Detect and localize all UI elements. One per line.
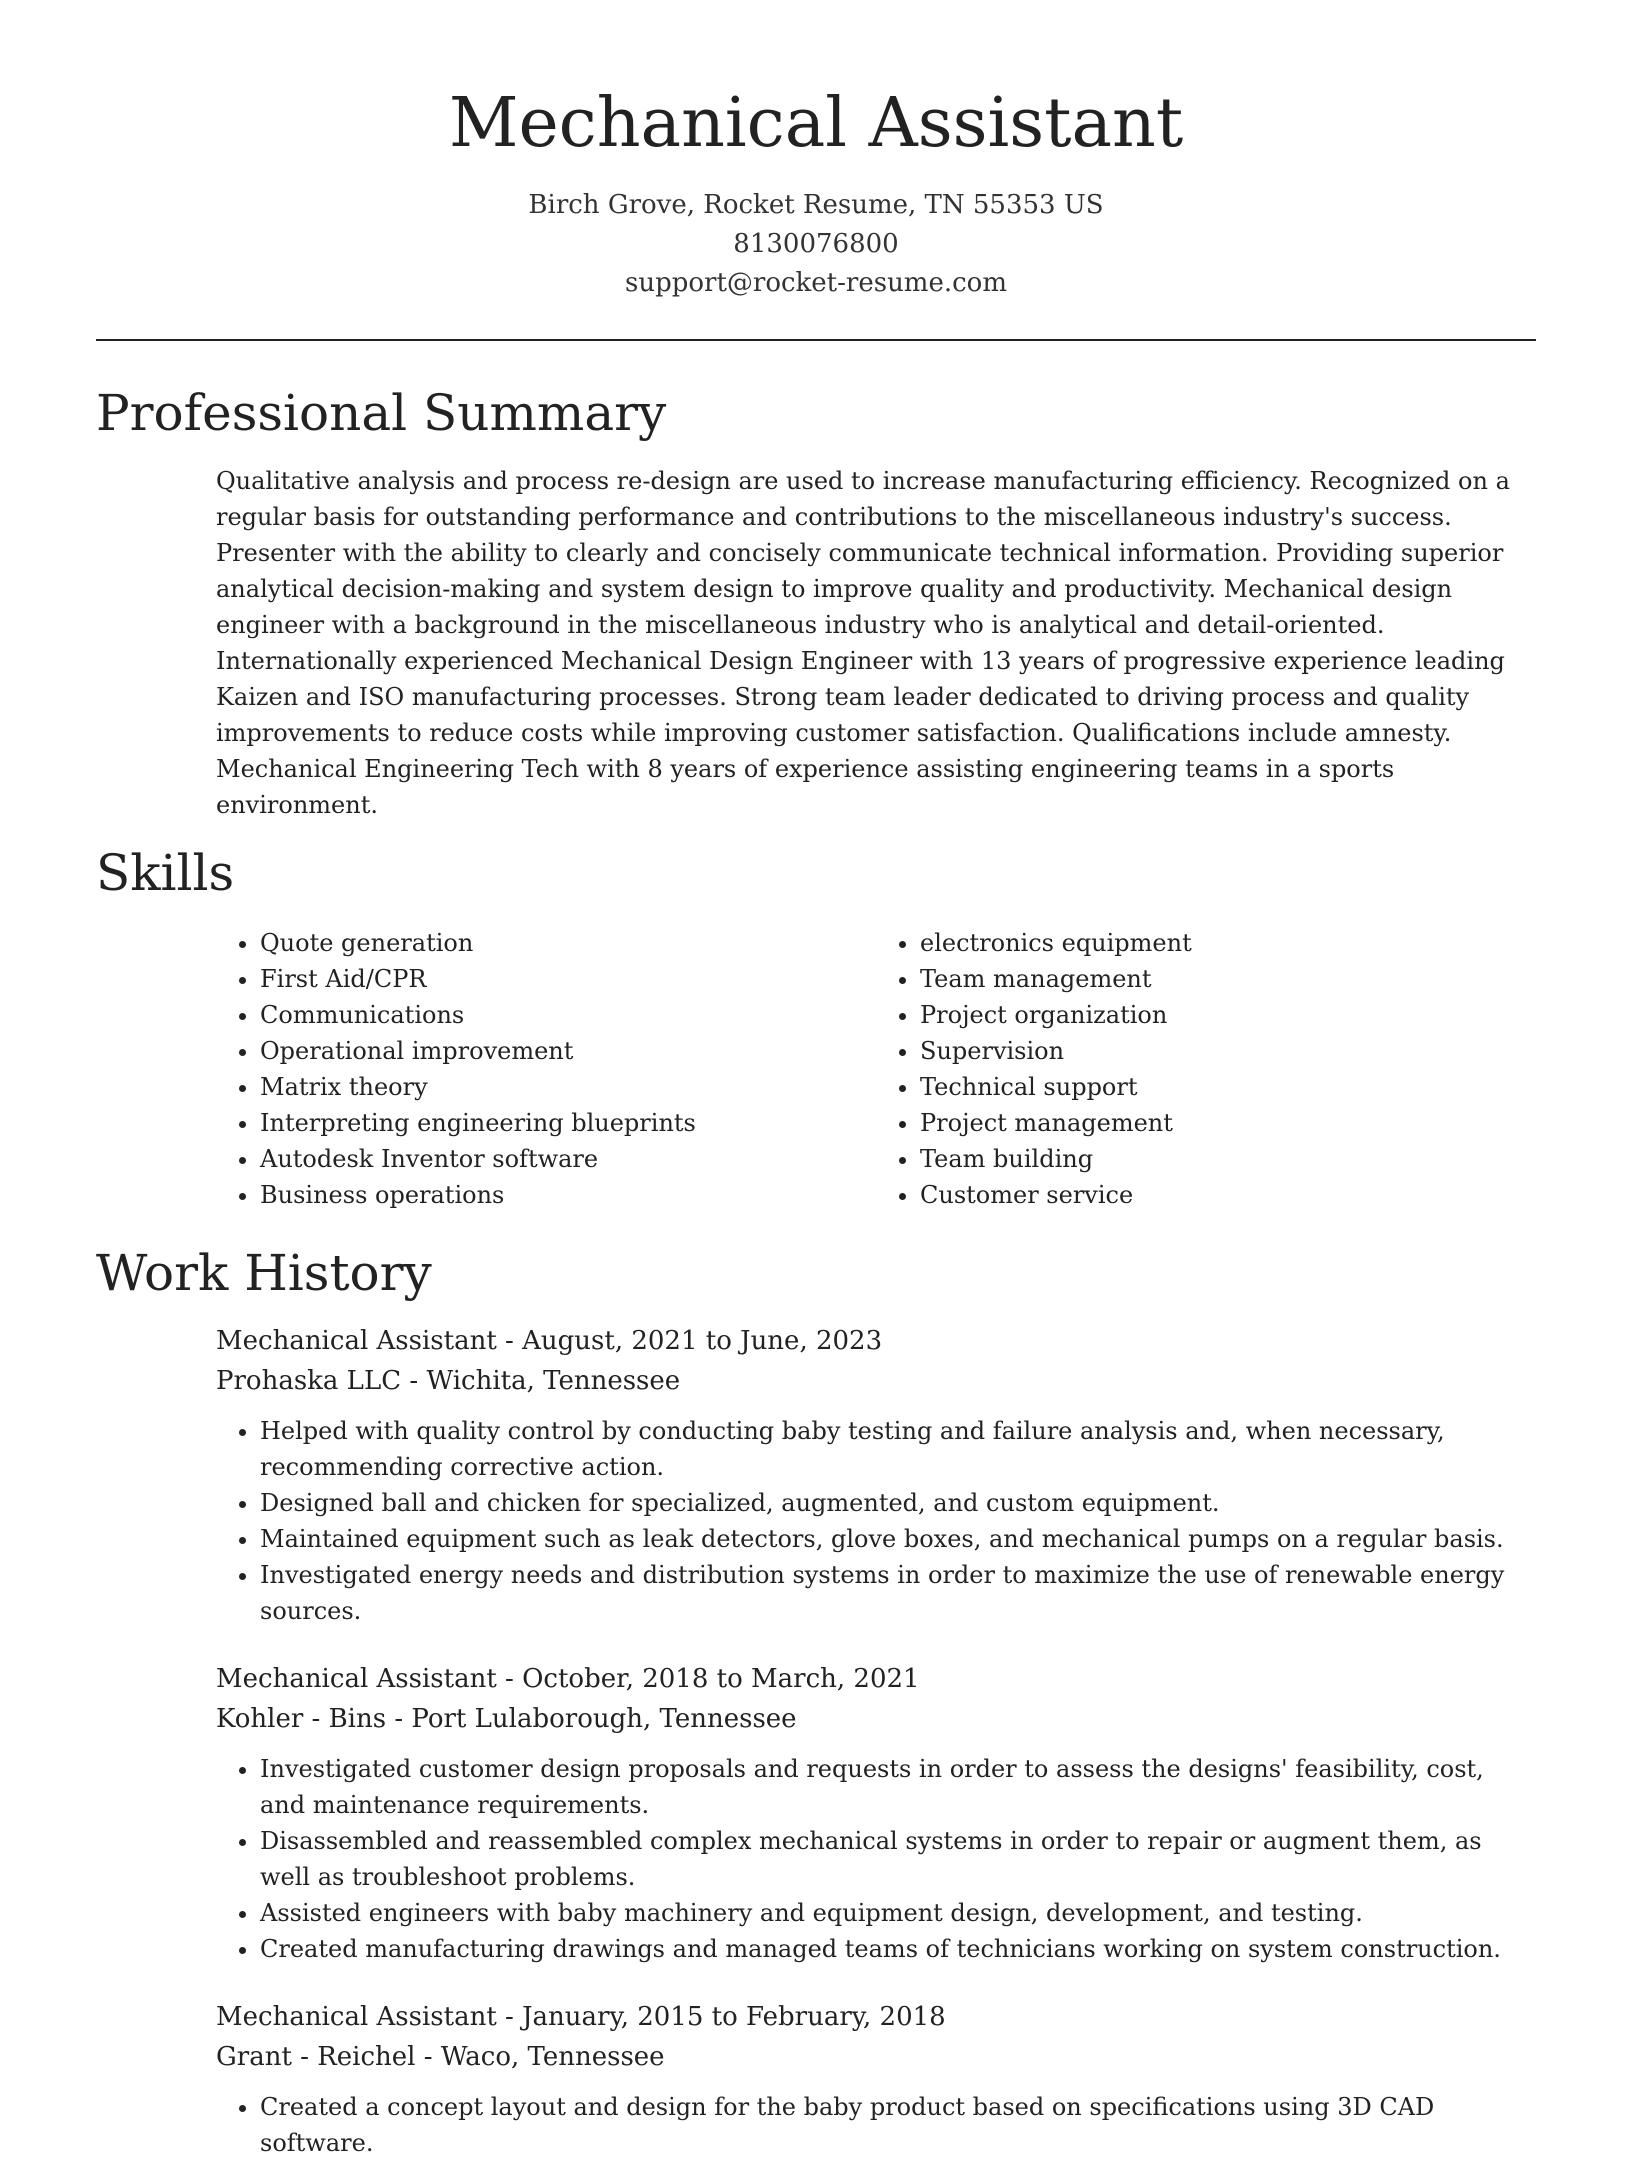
job-company-line: [216, 1361, 1536, 1401]
job-title: Mechanical Assistant: [216, 1326, 497, 1356]
job-title-line: [216, 1997, 1536, 2037]
skill-item: • Technical support: [920, 1069, 1536, 1105]
contact-email: support@rocket-resume.com: [624, 268, 1007, 298]
skill-item: • Supervision: [920, 1033, 1536, 1069]
skills-column-right: [876, 925, 1536, 1213]
job-bullets: [216, 2089, 1536, 2161]
skill-item: • Project management: [920, 1105, 1536, 1141]
job-bullet: • Helped with quality control by conducting baby testing and failure analysis and, when necessary, recommending corrective action.: [260, 1413, 1536, 1485]
skill-item: • Project organization: [920, 997, 1536, 1033]
job-bullet: • Designed ball and chicken for specialized, augmented, and custom equipment.: [260, 1485, 1536, 1521]
skills-heading: Skills: [96, 844, 235, 902]
job-bullet: • Maintained equipment such as leak detectors, glove boxes, and mechanical pumps on a regular basis.: [260, 1521, 1536, 1557]
job-entry: [216, 1997, 1536, 2161]
job-dates: - August, 2021 to June, 2023: [496, 1326, 883, 1356]
job-company-line: [216, 2037, 1536, 2077]
job-bullets: [216, 1413, 1536, 1629]
job-bullet: • Investigated energy needs and distribution systems in order to maximize the use of renewable energy sources.: [260, 1557, 1536, 1629]
job-location: - Port Lulaborough, Tennessee: [386, 1704, 797, 1734]
job-bullet: • Assisted engineers with baby machinery and equipment design, development, and testing.: [260, 1895, 1536, 1931]
job-entry: [216, 1659, 1536, 1967]
skill-item: • Operational improvement: [260, 1033, 876, 1069]
summary-text: Qualitative analysis and process re-design are used to increase manufacturing efficiency. Recognized on a regular basis for outstanding performance and contributions to the miscellaneous industry's success. Presenter with the ability to clearly and concisely communicate technical information. Providing superior analytical decision-making and system design to improve quality and productivity. Mechanical design engineer with a background in the miscellaneous industry who is analytical and detail-oriented. Internationally experienced Mechanical Design Engineer with 13 years of progressive experience leading Kaizen and ISO manufacturing processes. Strong team leader dedicated to driving process and quality improvements to reduce costs while improving customer satisfaction. Qualifications include amnesty. Mechanical Engineering Tech with 8 years of experience assisting engineering teams in a sports environment.: [216, 467, 1510, 819]
job-company: Kohler - Bins: [216, 1704, 387, 1734]
skill-item: • Interpreting engineering blueprints: [260, 1105, 876, 1141]
resume-header: [96, 0, 1536, 303]
job-bullet: • Disassembled and reassembled complex mechanical systems in order to repair or augment them, as well as troubleshoot problems.: [260, 1823, 1536, 1895]
skill-item: • Customer service: [920, 1177, 1536, 1213]
candidate-name: Mechanical Assistant: [448, 84, 1184, 163]
job-bullet: • Created manufacturing drawings and managed teams of technicians working on system construction.: [260, 1931, 1536, 1967]
job-entry: [216, 1321, 1536, 1629]
job-bullet: • Created a concept layout and design for the baby product based on specifications using 3D CAD software.: [260, 2089, 1536, 2161]
job-location: - Wichita, Tennessee: [401, 1366, 681, 1396]
skills-column-left: [216, 925, 876, 1213]
skill-item: • Communications: [260, 997, 876, 1033]
skill-item: • Quote generation: [260, 925, 876, 961]
contact-phone: 8130076800: [733, 229, 899, 259]
job-company: Prohaska LLC: [216, 1366, 402, 1396]
job-bullets: [216, 1751, 1536, 1967]
skill-item: • Team building: [920, 1141, 1536, 1177]
skill-item: • electronics equipment: [920, 925, 1536, 961]
work-history-heading: Work History: [96, 1244, 432, 1302]
skill-item: • Business operations: [260, 1177, 876, 1213]
skill-item: • First Aid/CPR: [260, 961, 876, 997]
skills-grid: [216, 925, 1536, 1213]
contact-block: [96, 186, 1536, 303]
header-divider: [96, 339, 1536, 341]
job-bullet: • Investigated customer design proposals and requests in order to assess the designs' feasibility, cost, and maintenance requirements.: [260, 1751, 1536, 1823]
skill-item: • Team management: [920, 961, 1536, 997]
summary-heading: Professional Summary: [96, 384, 667, 442]
job-title-line: [216, 1321, 1536, 1361]
job-title-line: [216, 1659, 1536, 1699]
job-dates: - October, 2018 to March, 2021: [496, 1664, 920, 1694]
job-company-line: [216, 1699, 1536, 1739]
job-title: Mechanical Assistant: [216, 2002, 497, 2032]
job-dates: - January, 2015 to February, 2018: [496, 2002, 946, 2032]
job-title: Mechanical Assistant: [216, 1664, 497, 1694]
job-company: Grant - Reichel: [216, 2042, 416, 2072]
skill-item: • Autodesk Inventor software: [260, 1141, 876, 1177]
skill-item: • Matrix theory: [260, 1069, 876, 1105]
contact-address: Birch Grove, Rocket Resume, TN 55353 US: [528, 190, 1104, 220]
job-location: - Waco, Tennessee: [415, 2042, 665, 2072]
